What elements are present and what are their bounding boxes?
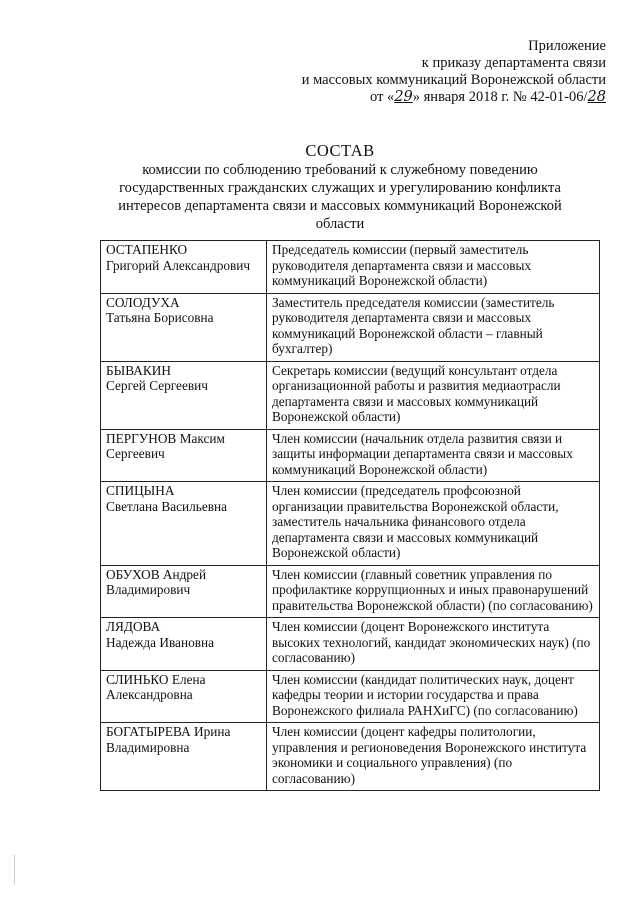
member-role: Член комиссии (кандидат политических наук, доцент кафедры теории и истории государства и права Воронежского филиала РАНХиГС) (по согласованию)	[267, 670, 600, 723]
member-surname: ОБУХОВ Андрей	[106, 566, 207, 582]
member-name-cell	[101, 482, 267, 566]
member-role: Член комиссии (доцент кафедры политологии, управления и регионоведения Воронежского института экономики и социального управления) (по согласованию)	[267, 723, 600, 791]
table-row	[101, 293, 600, 361]
handwritten-day: 29	[394, 89, 413, 105]
member-name-cell	[101, 565, 267, 618]
member-given-name: Татьяна Борисовна	[106, 310, 214, 325]
member-role: Член комиссии (начальник отдела развития связи и защиты информации департамента связи и массовых коммуникаций Воронежской области)	[267, 429, 600, 482]
member-role: Заместитель председателя комиссии (заместитель руководителя департамента связи и массовых коммуникаций Воронежской области – главный бухгалтер)	[267, 293, 600, 361]
member-surname: СЛИНЬКО Елена	[106, 671, 206, 687]
table-row	[101, 429, 600, 482]
member-given-name: Владимировна	[106, 739, 190, 755]
title-line: государственных гражданских служащих и урегулированию конфликта	[119, 180, 561, 196]
member-surname: ПЕРГУНОВ Максим	[106, 430, 225, 446]
document-title	[100, 142, 580, 233]
member-surname: СПИЦЫНА	[106, 483, 175, 498]
table-row	[101, 670, 600, 723]
member-surname: ЛЯДОВА	[106, 619, 161, 634]
department-name: и массовых коммуникаций Воронежской области	[301, 72, 606, 88]
member-name-cell	[101, 293, 267, 361]
title-heading: СОСТАВ	[305, 141, 375, 160]
table-row	[101, 241, 600, 294]
order-date-number	[246, 89, 606, 106]
member-surname: БОГАТЫРЕВА Ирина	[106, 724, 231, 739]
members-table	[100, 240, 600, 791]
title-line: области	[315, 216, 365, 232]
member-role: Председатель комиссии (первый заместитель руководителя департамента связи и массовых коммуникаций Воронежской области)	[267, 241, 600, 294]
member-name-cell	[101, 429, 267, 482]
member-role: Член комиссии (председатель профсоюзной организации правительства Воронежской области, заместитель начальника финансового отдела департамента связи и массовых коммуникаций Воронежской области)	[267, 482, 600, 566]
member-given-name: Надежда Ивановна	[106, 634, 215, 650]
member-name-cell	[101, 361, 267, 429]
member-surname: ОСТАПЕНКО	[106, 242, 188, 257]
member-role: Член комиссии (доцент Воронежского института высоких технологий, кандидат экономических наук) (по согласованию)	[267, 618, 600, 671]
member-role: Член комиссии (главный советник управления по профилактике коррупционных и иных правонарушений правительства Воронежской области) (по согласованию)	[267, 565, 600, 618]
date-prefix: от «	[370, 89, 395, 105]
member-given-name: Александровна	[106, 687, 193, 702]
member-given-name: Владимирович	[106, 582, 191, 597]
member-name-cell	[101, 723, 267, 791]
scan-artifact	[14, 855, 15, 885]
member-role: Секретарь комиссии (ведущий консультант отдела организационной работы и развития медиаотрасли департамента связи и массовых коммуникаций Воронежской области)	[267, 361, 600, 429]
table-row	[101, 618, 600, 671]
member-given-name: Сергей Сергеевич	[106, 378, 208, 393]
title-line: комиссии по соблюдению требований к служебному поведению	[142, 162, 538, 178]
member-given-name: Светлана Васильевна	[106, 498, 228, 514]
title-line: интересов департамента связи и массовых коммуникаций Воронежской	[118, 198, 562, 214]
member-name-cell	[101, 670, 267, 723]
handwritten-order-number: 28	[587, 89, 606, 105]
table-row	[101, 482, 600, 566]
table-row	[101, 361, 600, 429]
member-surname: СОЛОДУХА	[106, 294, 180, 310]
member-name-cell	[101, 618, 267, 671]
table-row	[101, 723, 600, 791]
table-row	[101, 565, 600, 618]
order-reference: к приказу департамента связи	[421, 55, 606, 71]
member-given-name: Григорий Александрович	[106, 257, 251, 273]
member-name-cell	[101, 241, 267, 294]
date-rest: » января 2018 г. № 42-01-06/	[412, 89, 588, 105]
member-given-name: Сергеевич	[106, 446, 165, 461]
appendix-header	[246, 38, 606, 106]
appendix-label: Приложение	[528, 38, 606, 54]
member-surname: БЫВАКИН	[106, 362, 171, 378]
